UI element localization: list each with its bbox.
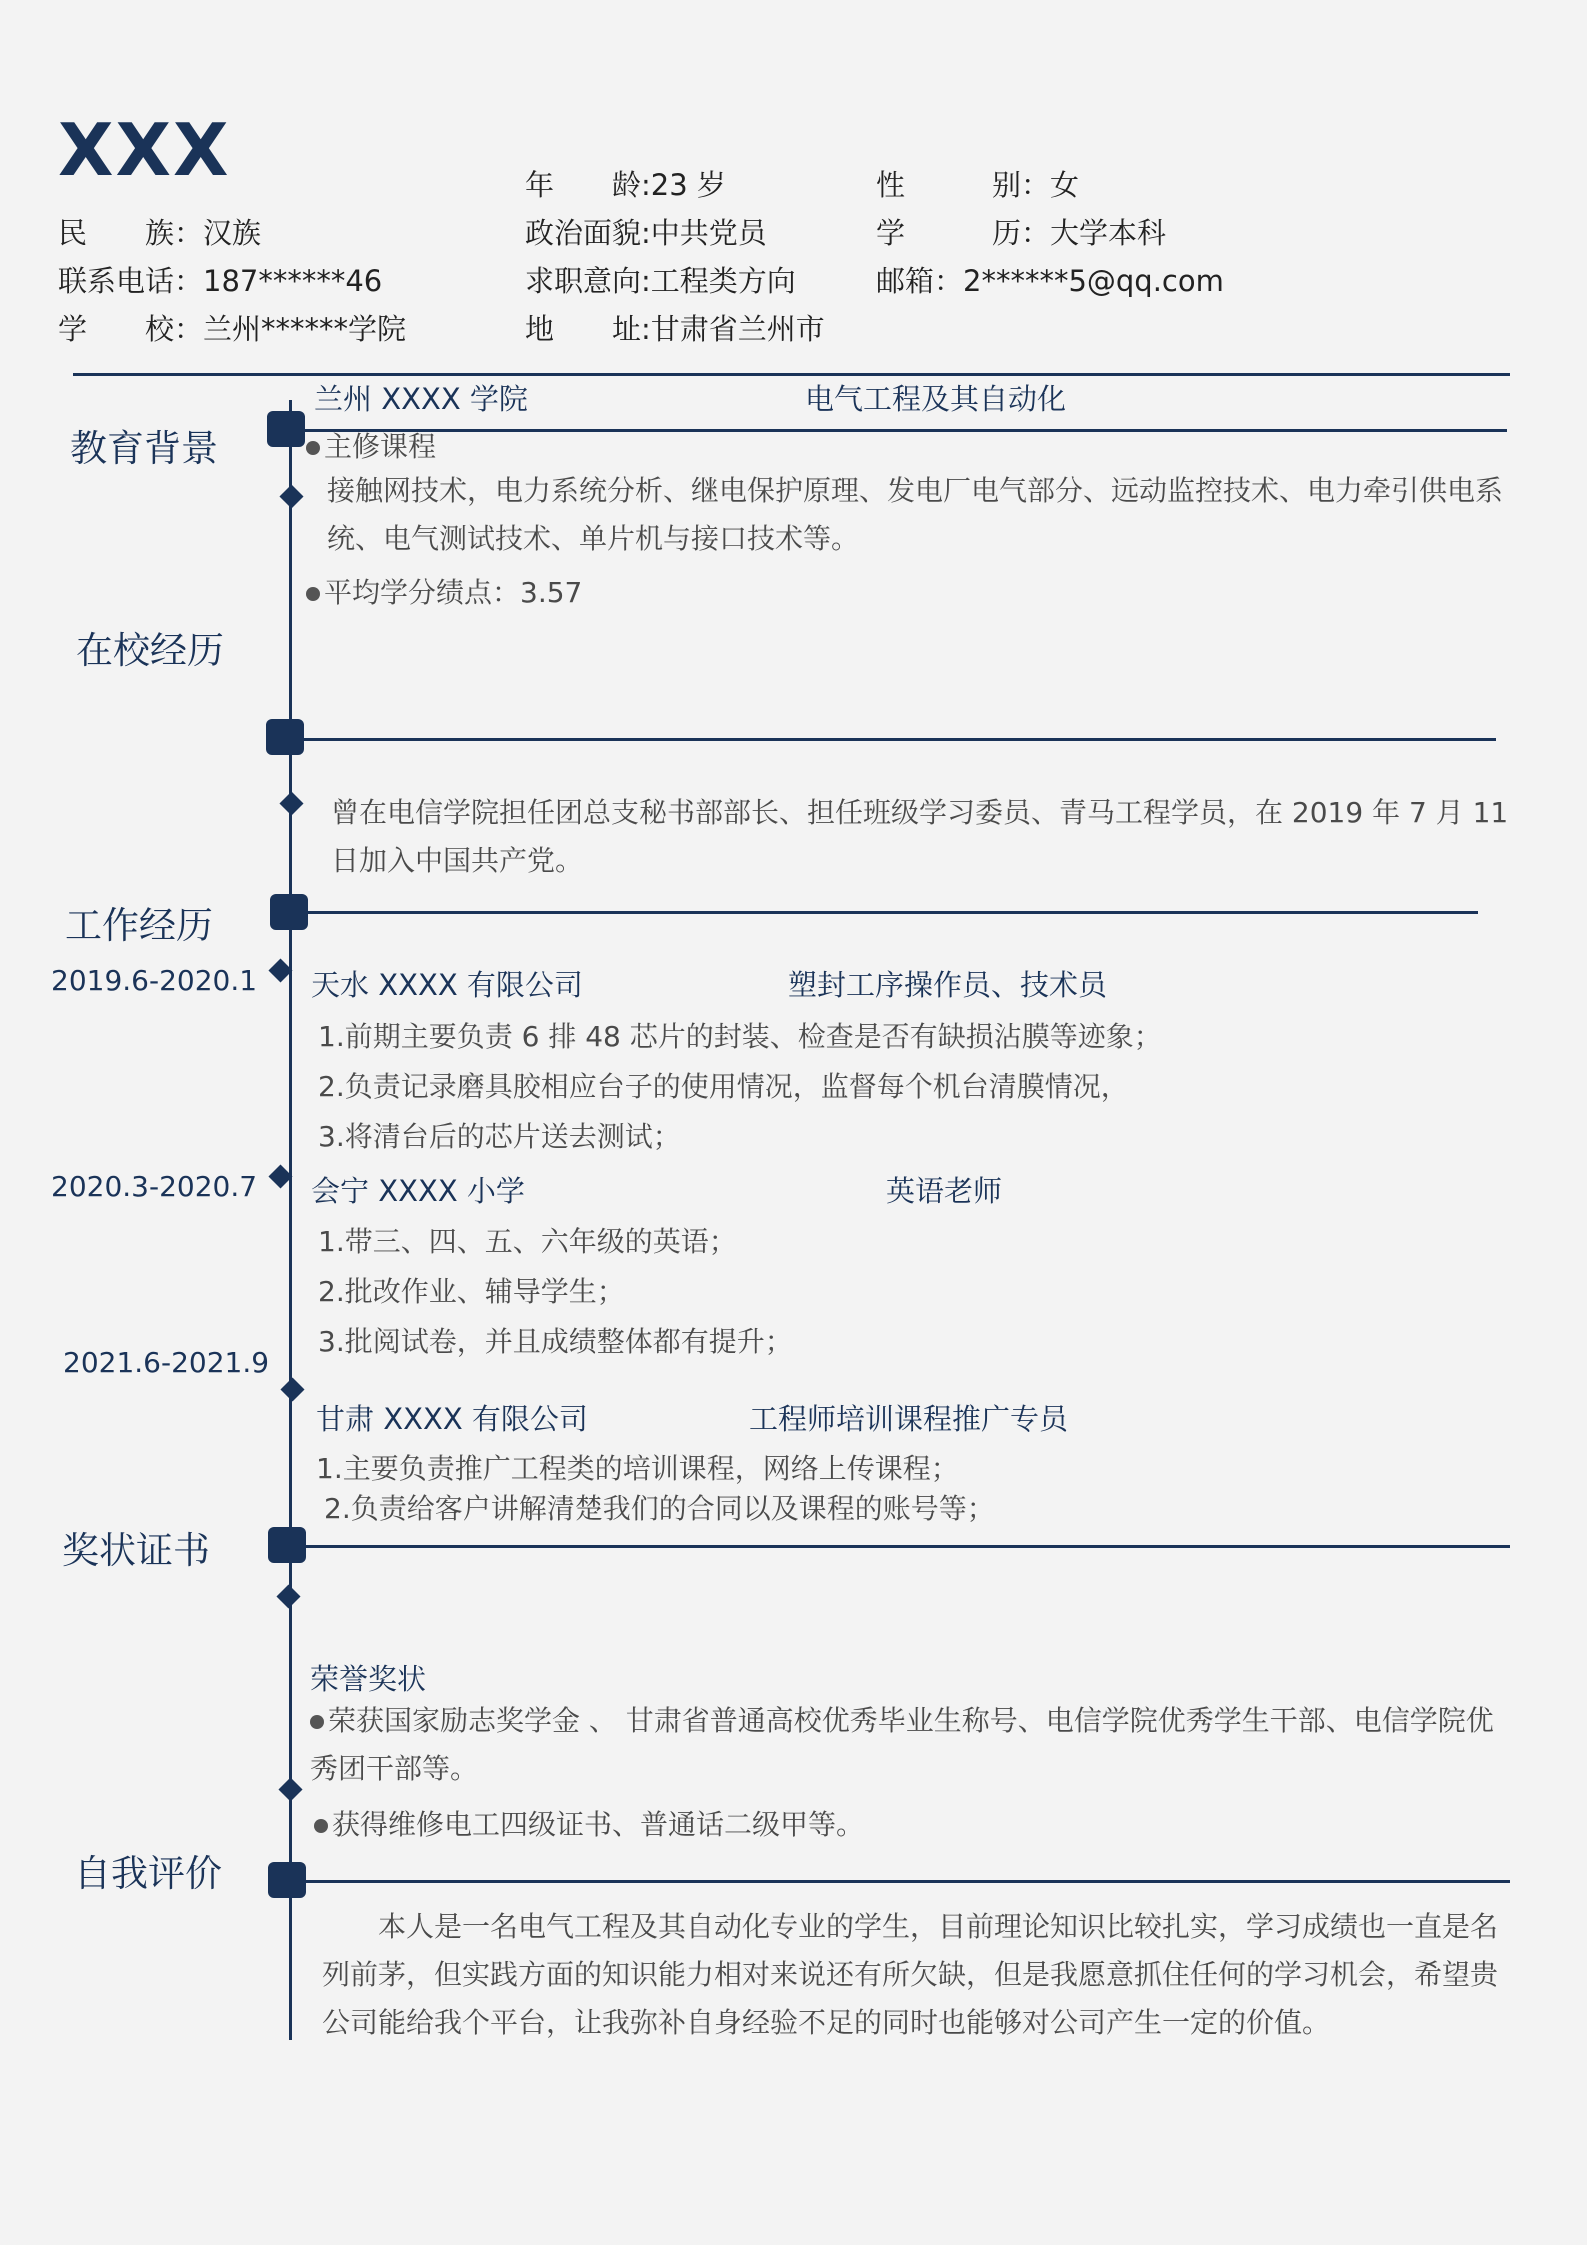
info-email: 邮箱：2******5@qq.com (876, 264, 1224, 298)
timeline-diamond (280, 1377, 304, 1401)
bullet-icon (314, 1819, 328, 1833)
section-title-education: 教育背景 (70, 427, 218, 470)
job-position: 工程师培训课程推广专员 (749, 1402, 1069, 1436)
job-duty: 2.负责给客户讲解清楚我们的合同以及课程的账号等； (324, 1492, 995, 1525)
info-education: 学 历：大学本科 (876, 216, 1167, 250)
timeline-marker-work (270, 894, 308, 930)
job-duty: 3.批阅试卷，并且成绩整体都有提升； (318, 1325, 793, 1358)
job-company: 甘肃 XXXX 有限公司 (316, 1402, 588, 1436)
job-duty: 2.负责记录磨具胶相应台子的使用情况，监督每个机台清膜情况， (318, 1070, 1129, 1103)
job-date: 2019.6-2020.1 (51, 964, 258, 997)
timeline-marker-self (268, 1862, 306, 1898)
job-company: 天水 XXXX 有限公司 (311, 968, 583, 1002)
award-item (314, 1803, 864, 1843)
edu-major: 电气工程及其自动化 (805, 382, 1067, 416)
section-rule-work (306, 911, 1478, 914)
edu-school: 兰州 XXXX 学院 (314, 382, 528, 416)
edu-courses-label (306, 425, 436, 465)
section-title-awards: 奖状证书 (62, 1529, 210, 1572)
job-duty: 1.前期主要负责 6 排 48 芯片的封装、检查是否有缺损沾膜等迹象； (318, 1020, 1162, 1053)
job-duty: 2.批改作业、辅导学生； (318, 1275, 625, 1308)
info-ethnicity: 民 族：汉族 (58, 216, 262, 250)
section-rule-education (300, 429, 1507, 432)
award-item-text: 获得维修电工四级证书、普通话二级甲等。 (332, 1808, 865, 1841)
info-intent: 求职意向:工程类方向 (525, 264, 796, 298)
job-position: 英语老师 (886, 1174, 1003, 1208)
bullet-icon (306, 587, 320, 601)
awards-subtitle: 荣誉奖状 (310, 1662, 427, 1696)
info-politics: 政治面貌:中共党员 (525, 216, 767, 250)
gpa-text: 平均学分绩点：3.57 (324, 576, 583, 609)
timeline-diamond (279, 484, 303, 508)
job-duty: 3.将清台后的芯片送去测试； (318, 1120, 681, 1153)
award-item (310, 1697, 1510, 1793)
timeline-diamond (278, 1777, 302, 1801)
campus-text: 曾在电信学院担任团总支秘书部部长、担任班级学习委员、青马工程学员，在 2019 年 7 月 11 日加入中国共产党。 (331, 796, 1509, 877)
candidate-name: XXX (58, 108, 231, 192)
info-age: 年 龄:23 岁 (525, 168, 726, 202)
header-divider (73, 373, 1510, 376)
bullet-icon (310, 1715, 324, 1729)
timeline-marker-awards (268, 1527, 306, 1563)
job-date: 2021.6-2021.9 (63, 1346, 270, 1379)
job-duty: 1.主要负责推广工程类的培训课程，网络上传课程； (316, 1452, 959, 1485)
edu-gpa (306, 571, 582, 611)
section-rule-self (304, 1880, 1510, 1883)
info-gender: 性 别：女 (876, 168, 1080, 202)
section-rule-awards (304, 1545, 1510, 1548)
info-school: 学 校：兰州******学院 (58, 312, 407, 346)
self-evaluation-text: 本人是一名电气工程及其自动化专业的学生，目前理论知识比较扎实，学习成绩也一直是名列前茅，但实践方面的知识能力相对来说还有所欠缺，但是我愿意抓住任何的学习机会，希望贵公司能给我个平台，让我弥补自身经验不足的同时也能够对公司产生一定的价值。 (322, 1910, 1499, 2039)
section-title-self: 自我评价 (74, 1852, 222, 1895)
timeline-marker-campus (266, 719, 304, 755)
info-phone: 联系电话：187******46 (58, 264, 383, 298)
edu-courses: 接触网技术，电力系统分析、继电保护原理、发电厂电气部分、远动监控技术、电力牵引供电系统、电气测试技术、单片机与接口技术等。 (327, 474, 1504, 555)
courses-label-text: 主修课程 (324, 430, 437, 463)
job-duty: 1.带三、四、五、六年级的英语； (318, 1225, 737, 1258)
info-address: 地 址:甘肃省兰州市 (525, 312, 825, 346)
section-title-work: 工作经历 (65, 904, 213, 947)
job-date: 2020.3-2020.7 (51, 1170, 258, 1203)
job-position: 塑封工序操作员、技术员 (788, 968, 1108, 1002)
timeline-diamond (279, 791, 303, 815)
timeline-diamond (276, 1584, 300, 1608)
award-item-text: 荣获国家励志奖学金 、 甘肃省普通高校优秀毕业生称号、电信学院优秀学生干部、电信学院优秀团干部等。 (310, 1704, 1494, 1785)
section-rule-campus (300, 738, 1496, 741)
job-company: 会宁 XXXX 小学 (311, 1174, 525, 1208)
bullet-icon (306, 441, 320, 455)
section-title-campus: 在校经历 (76, 629, 224, 672)
